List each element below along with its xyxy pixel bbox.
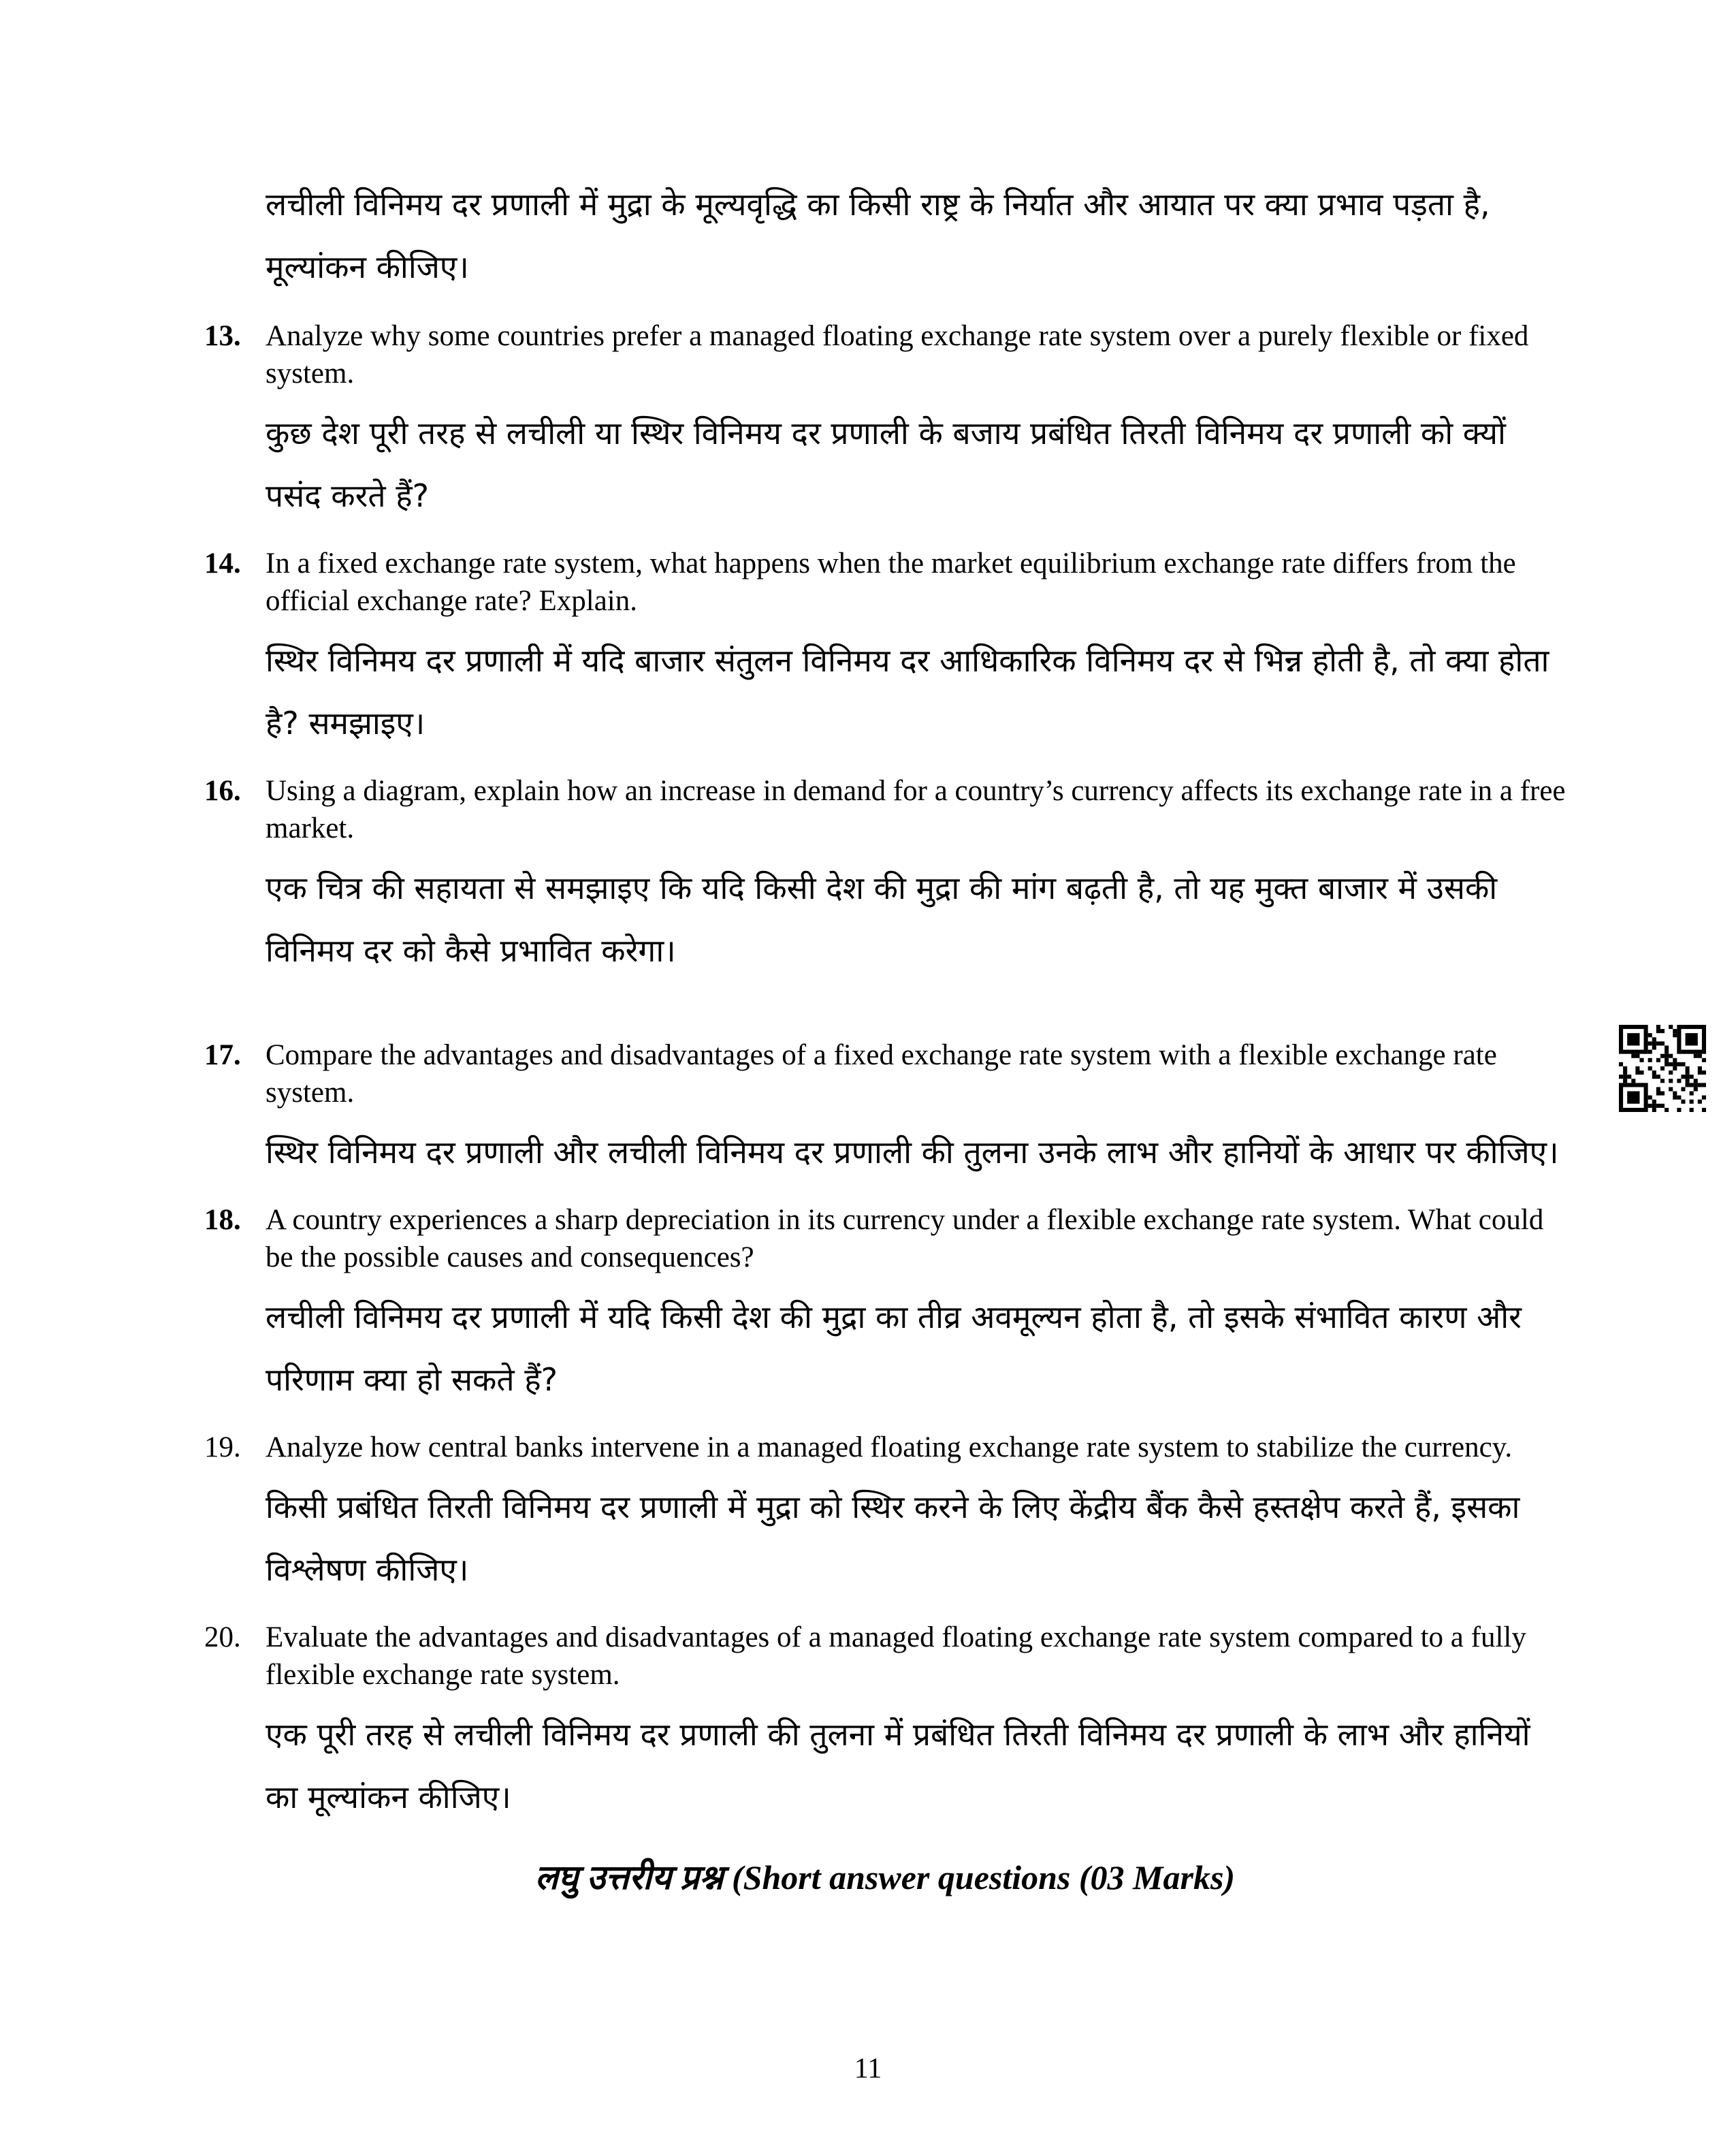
- section-heading: लघु उत्तरीय प्रश्न (Short answer questions (03 Marks): [534, 1858, 1236, 1897]
- question-english-text: Evaluate the advantages and disadvantages of a managed floating exchange rate system compared to a fully flexible exchange rate system.: [266, 1621, 1526, 1691]
- continued-question-hindi-text: लचीली विनिमय दर प्रणाली में मुद्रा के मूल्यवृद्धि का किसी राष्ट्र के निर्यात और आयात पर क्या प्रभाव पड़ता है, मूल्यांकन कीजिए।: [266, 186, 1490, 285]
- question-number: 19.: [204, 1431, 241, 1464]
- question-hindi-text: स्थिर विनिमय दर प्रणाली और लचीली विनिमय दर प्रणाली की तुलना उनके लाभ और हानियों के आधार पर कीजिए।: [266, 1134, 1559, 1171]
- question-english-text: Analyze how central banks intervene in a managed floating exchange rate system to stabilize the currency.: [266, 1431, 1513, 1464]
- question-item-13: [204, 317, 1566, 527]
- question-hindi-text: एक चित्र की सहायता से समझाइए कि यदि किसी देश की मुद्रा की मांग बढ़ती है, तो यह मुक्त बाजार में उसकी विनिमय दर को कैसे प्रभावित करेगा।: [266, 870, 1498, 970]
- question-hindi-text: कुछ देश पूरी तरह से लचीली या स्थिर विनिमय दर प्रणाली के बजाय प्रबंधित तिरती विनिमय दर प्रणाली को क्यों पसंद करते हैं?: [266, 415, 1506, 515]
- question-english-text: In a fixed exchange rate system, what happens when the market equilibrium exchange rate differs from the official exchange rate? Explain.: [266, 547, 1516, 618]
- question-english-text: Using a diagram, explain how an increase in demand for a country’s currency affects its exchange rate in a free market.: [266, 775, 1566, 845]
- question-item-19: [204, 1429, 1566, 1601]
- question-item-16: [204, 772, 1566, 982]
- question-english-text: A country experiences a sharp depreciation in its currency under a flexible exchange rate system. What could be the possible causes and consequences?: [266, 1204, 1544, 1274]
- question-hindi-text: एक पूरी तरह से लचीली विनिमय दर प्रणाली की तुलना में प्रबंधित तिरती विनिमय दर प्रणाली के लाभ और हानियों का मूल्यांकन कीजिए।: [266, 1716, 1530, 1816]
- question-item-14: [204, 545, 1566, 754]
- question-number: 20.: [204, 1621, 241, 1654]
- question-number: 17.: [204, 1039, 241, 1072]
- question-item-18: [204, 1201, 1566, 1411]
- question-item-17: [204, 1036, 1566, 1183]
- question-hindi-text: स्थिर विनिमय दर प्रणाली में यदि बाजार संतुलन विनिमय दर आधिकारिक विनिमय दर से भिन्न होती है, तो क्या होता है? समझाइए।: [266, 642, 1549, 742]
- question-number: 18.: [204, 1204, 241, 1237]
- page-number: 11: [854, 2053, 882, 2084]
- question-number: 14.: [204, 547, 241, 580]
- question-hindi-text: लचीली विनिमय दर प्रणाली में यदि किसी देश की मुद्रा का तीव्र अवमूल्यन होता है, तो इसके संभावित कारण और परिणाम क्या हो सकते हैं?: [266, 1299, 1522, 1399]
- qr-code-icon: [1619, 1025, 1706, 1112]
- question-number: 13.: [204, 320, 241, 352]
- question-number: 16.: [204, 775, 241, 808]
- continued-question-block: [266, 173, 1566, 298]
- question-hindi-text: किसी प्रबंधित तिरती विनिमय दर प्रणाली में मुद्रा को स्थिर करने के लिए केंद्रीय बैंक कैसे हस्तक्षेप करते हैं, इसका विश्लेषण कीजिए।: [266, 1489, 1520, 1589]
- question-english-text: Analyze why some countries prefer a managed floating exchange rate system over a purely flexible or fixed system.: [266, 320, 1529, 390]
- question-english-text: Compare the advantages and disadvantages of a fixed exchange rate system with a flexible exchange rate system.: [266, 1039, 1497, 1109]
- question-item-20: [204, 1619, 1566, 1828]
